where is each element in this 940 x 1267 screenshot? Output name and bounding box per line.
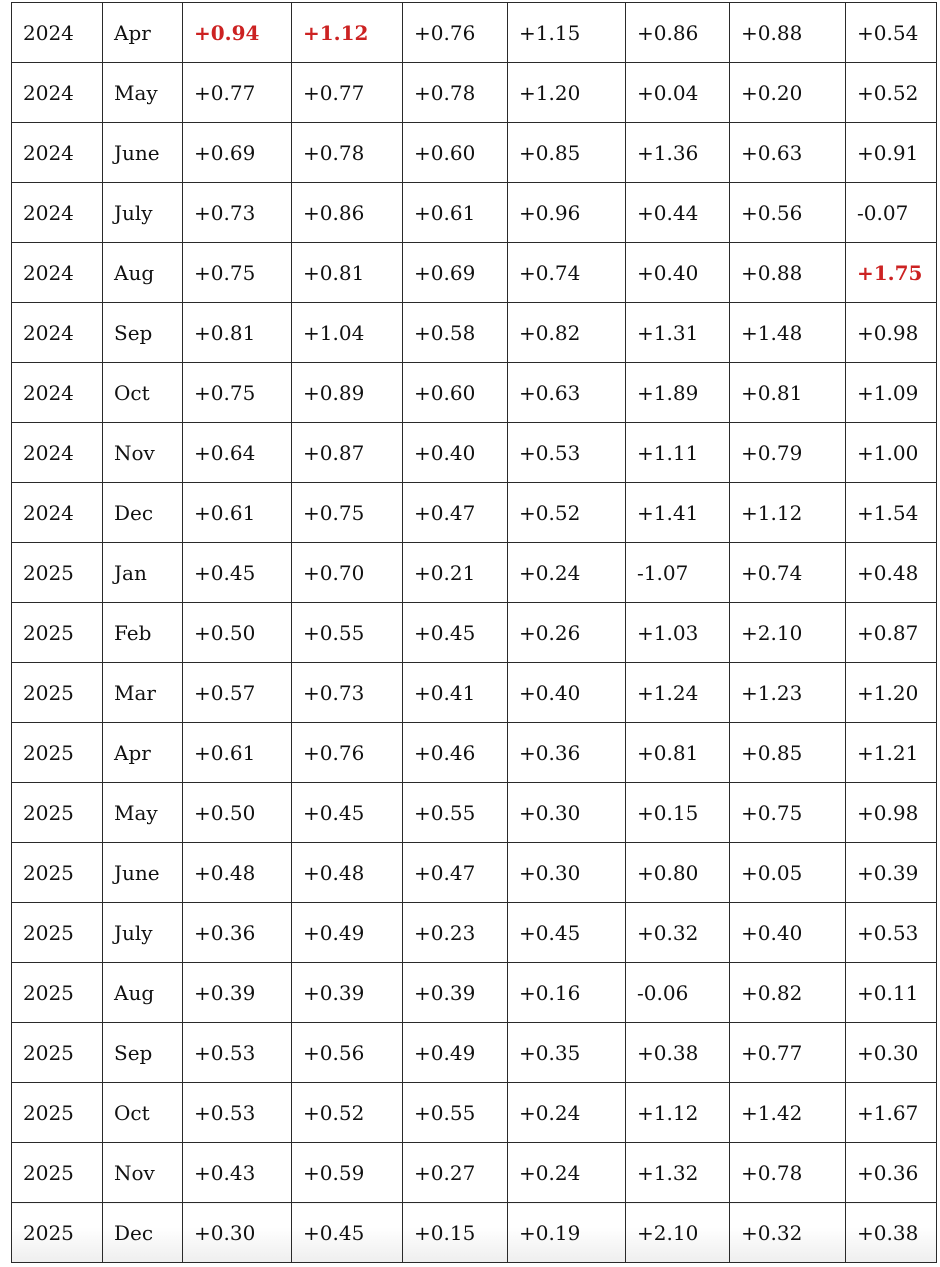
value-cell: +0.64: [183, 423, 292, 483]
month-cell: Oct: [103, 1083, 183, 1143]
table-row: [12, 663, 937, 723]
value-cell: +0.15: [403, 1203, 508, 1263]
value-cell: +0.87: [292, 423, 403, 483]
value-cell: +0.45: [183, 543, 292, 603]
value-cell: +0.40: [403, 423, 508, 483]
value-cell: +0.27: [403, 1143, 508, 1203]
table-row: [12, 1143, 937, 1203]
value-cell: +0.73: [183, 183, 292, 243]
year-cell: 2025: [12, 963, 103, 1023]
month-cell: June: [103, 123, 183, 183]
year-cell: 2024: [12, 243, 103, 303]
value-cell: +0.85: [508, 123, 626, 183]
table-row: [12, 483, 937, 543]
value-cell: +0.85: [730, 723, 846, 783]
value-cell: +0.98: [846, 783, 937, 843]
value-cell: +0.39: [846, 843, 937, 903]
value-cell: +1.67: [846, 1083, 937, 1143]
month-cell: Mar: [103, 663, 183, 723]
month-cell: Oct: [103, 363, 183, 423]
value-cell: +0.60: [403, 123, 508, 183]
value-cell: +0.88: [730, 243, 846, 303]
value-cell: +0.63: [730, 123, 846, 183]
table-row: [12, 1203, 937, 1263]
value-cell: +0.91: [846, 123, 937, 183]
value-cell: +0.81: [292, 243, 403, 303]
value-cell: +0.87: [846, 603, 937, 663]
value-cell: +1.48: [730, 303, 846, 363]
value-cell: +1.03: [626, 603, 730, 663]
value-cell: +0.53: [508, 423, 626, 483]
value-cell: +0.82: [730, 963, 846, 1023]
value-cell: +0.52: [846, 63, 937, 123]
year-cell: 2025: [12, 1143, 103, 1203]
value-cell: +1.32: [626, 1143, 730, 1203]
month-cell: May: [103, 783, 183, 843]
value-cell: +1.89: [626, 363, 730, 423]
value-cell: +0.50: [183, 783, 292, 843]
value-cell: +0.41: [403, 663, 508, 723]
value-cell: +1.12: [730, 483, 846, 543]
value-cell: +0.36: [183, 903, 292, 963]
month-cell: Sep: [103, 1023, 183, 1083]
month-cell: Aug: [103, 963, 183, 1023]
value-cell: +0.57: [183, 663, 292, 723]
year-cell: 2025: [12, 903, 103, 963]
value-cell: +0.74: [508, 243, 626, 303]
value-cell: +0.75: [183, 363, 292, 423]
table-row: [12, 243, 937, 303]
table-row: [12, 963, 937, 1023]
year-cell: 2024: [12, 423, 103, 483]
value-cell: +0.75: [292, 483, 403, 543]
table-row: [12, 183, 937, 243]
value-cell: +0.20: [730, 63, 846, 123]
value-cell: +0.50: [183, 603, 292, 663]
year-cell: 2024: [12, 183, 103, 243]
month-cell: Apr: [103, 723, 183, 783]
value-cell: +0.78: [403, 63, 508, 123]
value-cell: +0.23: [403, 903, 508, 963]
value-cell: +0.94: [183, 3, 292, 63]
value-cell: +0.49: [292, 903, 403, 963]
value-cell: +0.16: [508, 963, 626, 1023]
table-row: [12, 63, 937, 123]
value-cell: +0.70: [292, 543, 403, 603]
value-cell: +0.73: [292, 663, 403, 723]
month-cell: Dec: [103, 1203, 183, 1263]
month-cell: Nov: [103, 423, 183, 483]
value-cell: +0.11: [846, 963, 937, 1023]
year-cell: 2025: [12, 1023, 103, 1083]
value-cell: +1.15: [508, 3, 626, 63]
table-row: [12, 423, 937, 483]
value-cell: +0.15: [626, 783, 730, 843]
anomaly-table: [11, 2, 937, 1263]
value-cell: +0.55: [292, 603, 403, 663]
value-cell: +0.56: [292, 1023, 403, 1083]
value-cell: +1.20: [846, 663, 937, 723]
value-cell: +0.54: [846, 3, 937, 63]
value-cell: +1.41: [626, 483, 730, 543]
value-cell: +0.30: [508, 783, 626, 843]
value-cell: +0.60: [403, 363, 508, 423]
value-cell: -0.06: [626, 963, 730, 1023]
value-cell: +0.40: [730, 903, 846, 963]
value-cell: +1.31: [626, 303, 730, 363]
value-cell: +0.21: [403, 543, 508, 603]
value-cell: +0.38: [846, 1203, 937, 1263]
value-cell: +0.39: [292, 963, 403, 1023]
value-cell: +0.53: [846, 903, 937, 963]
value-cell: +0.81: [183, 303, 292, 363]
value-cell: +0.77: [292, 63, 403, 123]
value-cell: +0.45: [403, 603, 508, 663]
month-cell: Sep: [103, 303, 183, 363]
table-row: [12, 1083, 937, 1143]
value-cell: +0.47: [403, 483, 508, 543]
table-row: [12, 363, 937, 423]
value-cell: +0.61: [183, 723, 292, 783]
value-cell: +0.38: [626, 1023, 730, 1083]
value-cell: -0.07: [846, 183, 937, 243]
value-cell: +0.89: [292, 363, 403, 423]
value-cell: +0.04: [626, 63, 730, 123]
month-cell: Apr: [103, 3, 183, 63]
value-cell: +0.81: [626, 723, 730, 783]
value-cell: +0.24: [508, 1143, 626, 1203]
value-cell: +0.96: [508, 183, 626, 243]
value-cell: +0.75: [183, 243, 292, 303]
value-cell: +0.82: [508, 303, 626, 363]
year-cell: 2024: [12, 123, 103, 183]
value-cell: +0.39: [403, 963, 508, 1023]
value-cell: +0.88: [730, 3, 846, 63]
year-cell: 2025: [12, 543, 103, 603]
value-cell: +0.53: [183, 1023, 292, 1083]
value-cell: +0.49: [403, 1023, 508, 1083]
table-row: [12, 723, 937, 783]
value-cell: +0.44: [626, 183, 730, 243]
value-cell: +0.56: [730, 183, 846, 243]
value-cell: +2.10: [626, 1203, 730, 1263]
value-cell: +0.45: [508, 903, 626, 963]
value-cell: +1.20: [508, 63, 626, 123]
value-cell: +0.45: [292, 1203, 403, 1263]
value-cell: +0.32: [626, 903, 730, 963]
value-cell: +0.78: [730, 1143, 846, 1203]
value-cell: +0.77: [183, 63, 292, 123]
value-cell: +0.46: [403, 723, 508, 783]
value-cell: +1.09: [846, 363, 937, 423]
month-cell: Feb: [103, 603, 183, 663]
value-cell: +0.36: [846, 1143, 937, 1203]
value-cell: +1.04: [292, 303, 403, 363]
table-row: [12, 123, 937, 183]
value-cell: +1.12: [626, 1083, 730, 1143]
table-row: [12, 3, 937, 63]
value-cell: +0.55: [403, 783, 508, 843]
value-cell: +0.78: [292, 123, 403, 183]
value-cell: +2.10: [730, 603, 846, 663]
year-cell: 2025: [12, 723, 103, 783]
table-row: [12, 1023, 937, 1083]
value-cell: +0.80: [626, 843, 730, 903]
value-cell: +1.21: [846, 723, 937, 783]
value-cell: +0.98: [846, 303, 937, 363]
value-cell: +0.30: [183, 1203, 292, 1263]
table-row: [12, 303, 937, 363]
month-cell: Nov: [103, 1143, 183, 1203]
month-cell: Aug: [103, 243, 183, 303]
value-cell: +1.00: [846, 423, 937, 483]
value-cell: +0.24: [508, 1083, 626, 1143]
value-cell: +0.52: [292, 1083, 403, 1143]
value-cell: +0.63: [508, 363, 626, 423]
value-cell: +0.52: [508, 483, 626, 543]
value-cell: +0.05: [730, 843, 846, 903]
value-cell: +1.23: [730, 663, 846, 723]
year-cell: 2025: [12, 843, 103, 903]
table-row: [12, 843, 937, 903]
value-cell: +0.40: [508, 663, 626, 723]
value-cell: +0.39: [183, 963, 292, 1023]
value-cell: +0.61: [403, 183, 508, 243]
year-cell: 2024: [12, 363, 103, 423]
value-cell: +0.45: [292, 783, 403, 843]
value-cell: +1.11: [626, 423, 730, 483]
value-cell: +0.48: [846, 543, 937, 603]
year-cell: 2025: [12, 663, 103, 723]
value-cell: +0.59: [292, 1143, 403, 1203]
value-cell: +0.48: [183, 843, 292, 903]
table-body: [12, 3, 937, 1263]
year-cell: 2025: [12, 603, 103, 663]
value-cell: +1.75: [846, 243, 937, 303]
value-cell: +0.30: [846, 1023, 937, 1083]
value-cell: +0.24: [508, 543, 626, 603]
value-cell: +0.58: [403, 303, 508, 363]
month-cell: May: [103, 63, 183, 123]
value-cell: +0.40: [626, 243, 730, 303]
table-row: [12, 783, 937, 843]
value-cell: +1.12: [292, 3, 403, 63]
value-cell: -1.07: [626, 543, 730, 603]
table-row: [12, 903, 937, 963]
year-cell: 2024: [12, 483, 103, 543]
value-cell: +0.36: [508, 723, 626, 783]
value-cell: +0.35: [508, 1023, 626, 1083]
table-row: [12, 543, 937, 603]
value-cell: +0.47: [403, 843, 508, 903]
value-cell: +0.48: [292, 843, 403, 903]
value-cell: +1.42: [730, 1083, 846, 1143]
value-cell: +0.79: [730, 423, 846, 483]
year-cell: 2025: [12, 783, 103, 843]
value-cell: +0.26: [508, 603, 626, 663]
value-cell: +0.74: [730, 543, 846, 603]
value-cell: +0.76: [403, 3, 508, 63]
value-cell: +0.43: [183, 1143, 292, 1203]
value-cell: +0.32: [730, 1203, 846, 1263]
year-cell: 2024: [12, 3, 103, 63]
value-cell: +0.69: [403, 243, 508, 303]
year-cell: 2024: [12, 303, 103, 363]
value-cell: +0.55: [403, 1083, 508, 1143]
month-cell: July: [103, 903, 183, 963]
value-cell: +0.61: [183, 483, 292, 543]
value-cell: +0.30: [508, 843, 626, 903]
value-cell: +0.86: [626, 3, 730, 63]
month-cell: Jan: [103, 543, 183, 603]
value-cell: +0.19: [508, 1203, 626, 1263]
value-cell: +0.77: [730, 1023, 846, 1083]
value-cell: +0.69: [183, 123, 292, 183]
value-cell: +0.81: [730, 363, 846, 423]
year-cell: 2025: [12, 1083, 103, 1143]
value-cell: +0.86: [292, 183, 403, 243]
value-cell: +0.75: [730, 783, 846, 843]
table-row: [12, 603, 937, 663]
value-cell: +1.54: [846, 483, 937, 543]
value-cell: +1.24: [626, 663, 730, 723]
month-cell: June: [103, 843, 183, 903]
value-cell: +0.53: [183, 1083, 292, 1143]
value-cell: +1.36: [626, 123, 730, 183]
month-cell: July: [103, 183, 183, 243]
month-cell: Dec: [103, 483, 183, 543]
value-cell: +0.76: [292, 723, 403, 783]
year-cell: 2024: [12, 63, 103, 123]
year-cell: 2025: [12, 1203, 103, 1263]
